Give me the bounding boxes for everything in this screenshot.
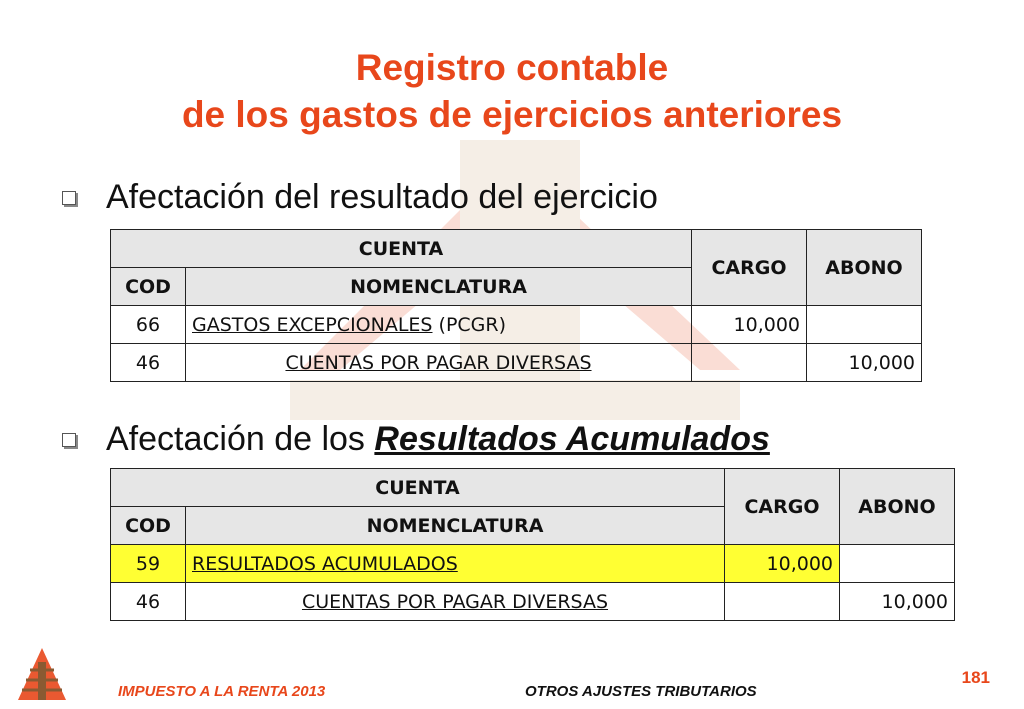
- footer-left: IMPUESTO A LA RENTA 2013: [118, 683, 326, 700]
- cell-cargo: [692, 344, 807, 382]
- header-cargo: CARGO: [725, 469, 840, 545]
- section-2-heading: [62, 420, 770, 459]
- cell-abono: 10,000: [807, 344, 922, 382]
- cell-abono: 10,000: [840, 583, 955, 621]
- cell-nomenclatura: CUENTAS POR PAGAR DIVERSAS: [186, 344, 692, 382]
- table-resultados-acumulados: [110, 468, 955, 621]
- section-1-text: Afectación del resultado del ejercicio: [106, 178, 658, 216]
- table-row: [111, 545, 955, 583]
- cell-abono: [840, 545, 955, 583]
- table-row: [111, 306, 922, 344]
- cell-abono: [807, 306, 922, 344]
- cell-nomenclatura: RESULTADOS ACUMULADOS: [186, 545, 725, 583]
- cell-cargo: 10,000: [692, 306, 807, 344]
- cell-cod: 66: [111, 306, 186, 344]
- table-row: [111, 344, 922, 382]
- header-cuenta: CUENTA: [111, 469, 725, 507]
- header-abono: ABONO: [840, 469, 955, 545]
- footer-center: OTROS AJUSTES TRIBUTARIOS: [525, 683, 757, 700]
- section-1-heading: [62, 178, 658, 217]
- cell-cargo: [725, 583, 840, 621]
- page-number: 181: [961, 668, 990, 687]
- cell-cod: 46: [111, 583, 186, 621]
- header-cod: COD: [111, 268, 186, 306]
- cell-cargo: 10,000: [725, 545, 840, 583]
- section-2-text: Afectación de los Resultados Acumulados: [106, 420, 770, 458]
- header-abono: ABONO: [807, 230, 922, 306]
- header-cargo: CARGO: [692, 230, 807, 306]
- page-subtitle: de los gastos de ejercicios anteriores: [181, 94, 843, 135]
- header-cod: COD: [111, 507, 186, 545]
- cell-nomenclatura: CUENTAS POR PAGAR DIVERSAS: [186, 583, 725, 621]
- building-logo-icon: [12, 642, 72, 702]
- header-cuenta: CUENTA: [111, 230, 692, 268]
- table-resultado-ejercicio: [110, 229, 922, 382]
- cell-nomenclatura: GASTOS EXCEPCIONALES (PCGR): [186, 306, 692, 344]
- header-nomenclatura: NOMENCLATURA: [186, 268, 692, 306]
- square-bullet-icon: [62, 191, 76, 205]
- header-nomenclatura: NOMENCLATURA: [186, 507, 725, 545]
- square-bullet-icon: [62, 433, 76, 447]
- cell-cod: 59: [111, 545, 186, 583]
- cell-cod: 46: [111, 344, 186, 382]
- page-title: Registro contable: [355, 47, 669, 88]
- table-row: [111, 583, 955, 621]
